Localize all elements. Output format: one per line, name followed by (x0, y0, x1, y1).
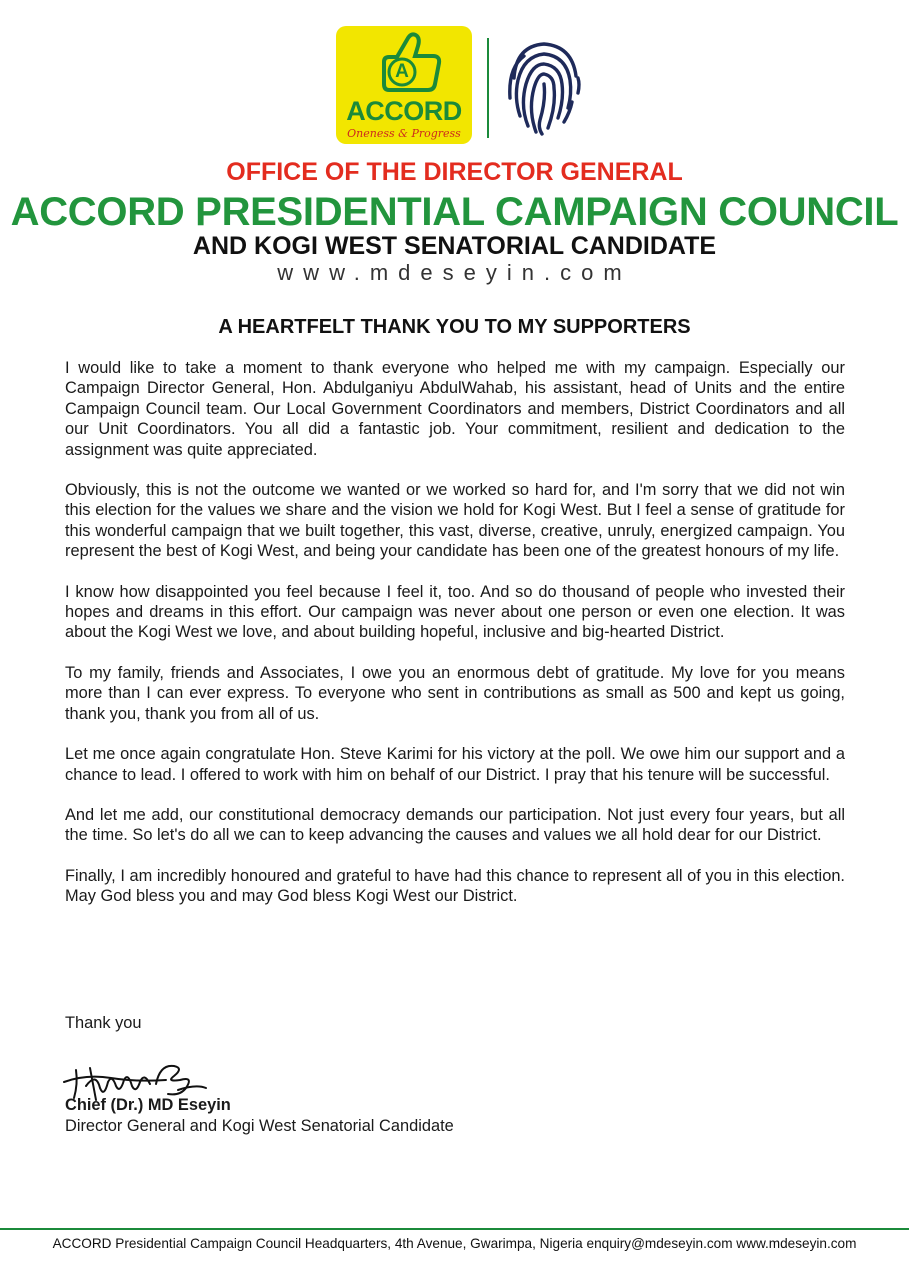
paragraph: Obviously, this is not the outcome we wanted or we worked so hard for, and I'm sorry that we did not win this election for the values we share and the vision we hold for Kogi West. But I feel a sense of gratitude for this wonderful campaign that we built together, this vast, diverse, creative, unruly, energized campaign. You represent the best of Kogi West, and being your candidate has been one of the greatest honours of my life. (65, 481, 845, 561)
fingerprint-icon (504, 38, 584, 138)
paragraph: Let me once again congratulate Hon. Steve Karimi for his victory at the poll. We owe him our support and a chance to lead. I offered to work with him on behalf of our District. I pray that his tenure will be successful. (65, 745, 845, 784)
letter-body (65, 358, 845, 927)
logo-tagline: Oneness & Progress (347, 127, 461, 140)
paragraph: I would like to take a moment to thank everyone who helped me with my campaign. Especially our Campaign Director General, Hon. Abdulganiyu AbdulWahab, his assistant, head of Units and the entire Campaign Council team. Our Local Government Coordinators and members, District Coordinators and all our Unit Coordinators. You all did a fantastic job. Your commitment, resilient and dedication to the assignment was quite appreciated. (65, 359, 845, 459)
closing: Thank you (65, 1014, 142, 1032)
logo-name: ACCORD (346, 96, 462, 126)
footer-divider (0, 1228, 909, 1230)
signer-title: Director General and Kogi West Senatorial Candidate (65, 1117, 454, 1135)
sub-title: AND KOGI WEST SENATORIAL CANDIDATE (192, 232, 717, 260)
letter-heading: A HEARTFELT THANK YOU TO MY SUPPORTERS (218, 316, 691, 338)
website-link[interactable]: www.mdeseyin.com (277, 260, 632, 285)
paragraph: I know how disappointed you feel because I feel it, too. And so do thousand of people who invested their hopes and dreams in this effort. Our campaign was never about one person or even one election. It was about the Kogi West we love, and about building hopeful, inclusive and big-hearted District. (65, 582, 845, 642)
footer-text: ACCORD Presidential Campaign Council Headquarters, 4th Avenue, Gwarimpa, Nigeria enquiry@mdeseyin.com www.mdeseyin.com (52, 1236, 857, 1251)
office-title: OFFICE OF THE DIRECTOR GENERAL (226, 158, 683, 186)
paragraph: Finally, I am incredibly honoured and grateful to have had this chance to represent all of you in this election. May God bless you and may God bless Kogi West our District. (65, 866, 845, 906)
paragraph: To my family, friends and Associates, I owe you an enormous debt of gratitude. My love for you means more than I can ever express. To everyone who sent in contributions as small as 500 and kept us going, thank you, thank you from all of us. (65, 663, 845, 723)
logo-divider (487, 38, 489, 138)
logo-letter: A (395, 61, 409, 82)
council-title: ACCORD PRESIDENTIAL CAMPAIGN COUNCIL (10, 190, 899, 234)
signer-name: Chief (Dr.) MD Eseyin (65, 1096, 231, 1114)
paragraph: And let me add, our constitutional democracy demands our participation. Not just every four years, but all the time. So let's do all we can to keep advancing the causes and values we all hold dear for our District. (65, 805, 845, 845)
accord-logo (336, 26, 472, 144)
